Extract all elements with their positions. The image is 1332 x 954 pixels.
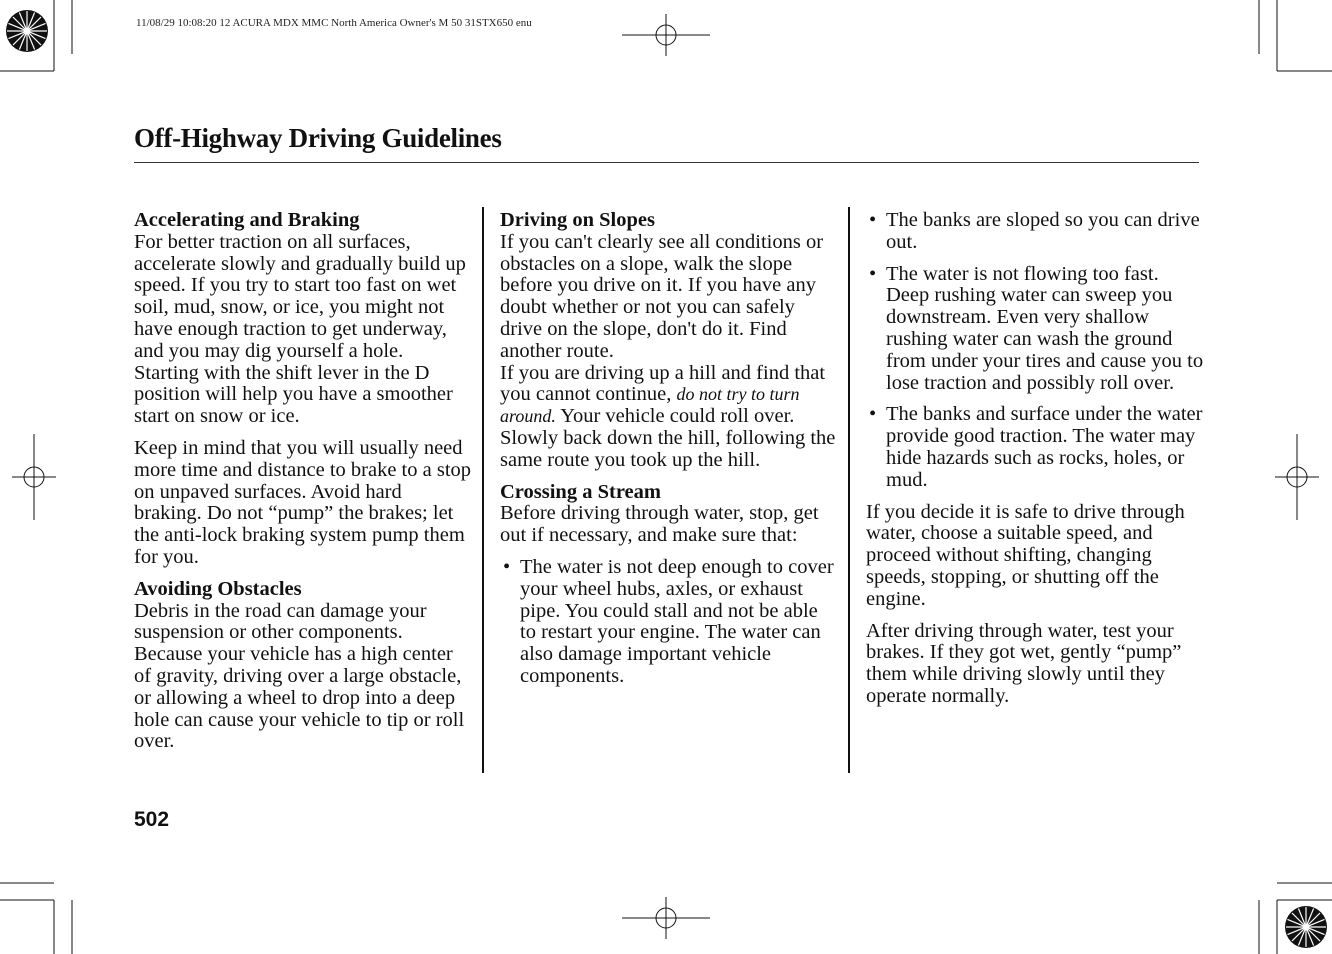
list-item-text: The banks and surface under the water provide good traction. The water may hide hazards such as rocks, holes, or mud.: [886, 403, 1203, 491]
list-item: [866, 210, 1204, 254]
section-heading: Driving on Slopes: [500, 209, 655, 231]
list-item-text: The water is not flowing too fast. Deep rushing water can sweep you downstream. Even very shallow rushing water can wash the ground from under your tires and cause you to lose traction and possibly roll over.: [886, 262, 1204, 394]
title-divider: [134, 162, 1199, 163]
paragraph: If you can't clearly see all conditions or obstacles on a slope, walk the slope before you drive on it. If you have any doubt whether or not you can safely drive on the slope, don't do it. Find another route.: [500, 230, 824, 362]
list-item-text: The banks are sloped so you can drive out.: [886, 209, 1200, 253]
section-heading: Avoiding Obstacles: [134, 577, 302, 600]
column-1: [134, 210, 472, 753]
page-number: 502: [134, 808, 170, 831]
column-divider: [482, 207, 484, 773]
registration-starburst-icon: [1283, 904, 1329, 950]
text-run: Your vehicle could roll over. Slowly back down the hill, following the same route you took up the hill.: [500, 405, 836, 471]
paragraph: If you decide it is safe to drive through water, choose a suitable speed, and proceed without shifting, changing speeds, stopping, or shutting off the engine.: [866, 500, 1185, 610]
registration-starburst-icon: [4, 8, 50, 54]
section-heading: Accelerating and Braking: [134, 209, 360, 231]
list-item: [500, 557, 836, 688]
paragraph: [500, 363, 836, 472]
list-item: [866, 264, 1204, 395]
crosshair-icon: [1275, 434, 1319, 520]
bullet-icon: •: [503, 555, 511, 578]
paragraph: Keep in mind that you will usually need more time and distance to brake to a stop on unpaved surfaces. Avoid hard braking. Do not “pump” the brakes; let the anti-lock braking system pump them for you.: [134, 436, 472, 568]
list-item: [866, 404, 1204, 491]
crosshair-icon: [622, 14, 710, 56]
text-run: If you are driving up a hill and find that you cannot continue,: [500, 361, 826, 406]
paragraph: After driving through water, test your brakes. If they got wet, gently “pump” them while driving slowly until they operate normally.: [866, 619, 1182, 707]
paragraph: For better traction on all surfaces, accelerate slowly and gradually build up speed. If you try to start too fast on wet soil, mud, snow, or ice, you might not have enough traction to get underway, and you may dig yourself a hole. Starting with the shift lever in the D position will help you have a smoother start on snow or ice.: [134, 230, 466, 428]
crosshair-icon: [622, 897, 710, 939]
section-heading: Crossing a Stream: [500, 480, 661, 503]
column-divider: [848, 207, 850, 773]
page-title: Off-Highway Driving Guidelines: [134, 123, 502, 153]
print-job-info: 11/08/29 10:08:20 12 ACURA MDX MMC North America Owner's M 50 31STX650 enu: [136, 17, 532, 29]
column-3: [866, 210, 1204, 708]
crosshair-icon: [12, 434, 56, 520]
bullet-icon: •: [869, 262, 877, 285]
paragraph: Before driving through water, stop, get out if necessary, and make sure that:: [500, 502, 819, 547]
list-item-text: The water is not deep enough to cover your wheel hubs, axles, or exhaust pipe. You could stall and not be able to restart your engine. The water can also damage important vehicle components.: [520, 555, 834, 687]
paragraph: Debris in the road can damage your suspension or other components. Because your vehicle has a high center of gravity, driving over a large obstacle, or allowing a wheel to drop into a deep hole can cause your vehicle to tip or roll over.: [134, 599, 465, 753]
bullet-icon: •: [869, 209, 877, 231]
bullet-icon: •: [869, 403, 877, 426]
emphasis-text: do not try to turn around.: [500, 384, 800, 427]
column-2: [500, 210, 836, 688]
